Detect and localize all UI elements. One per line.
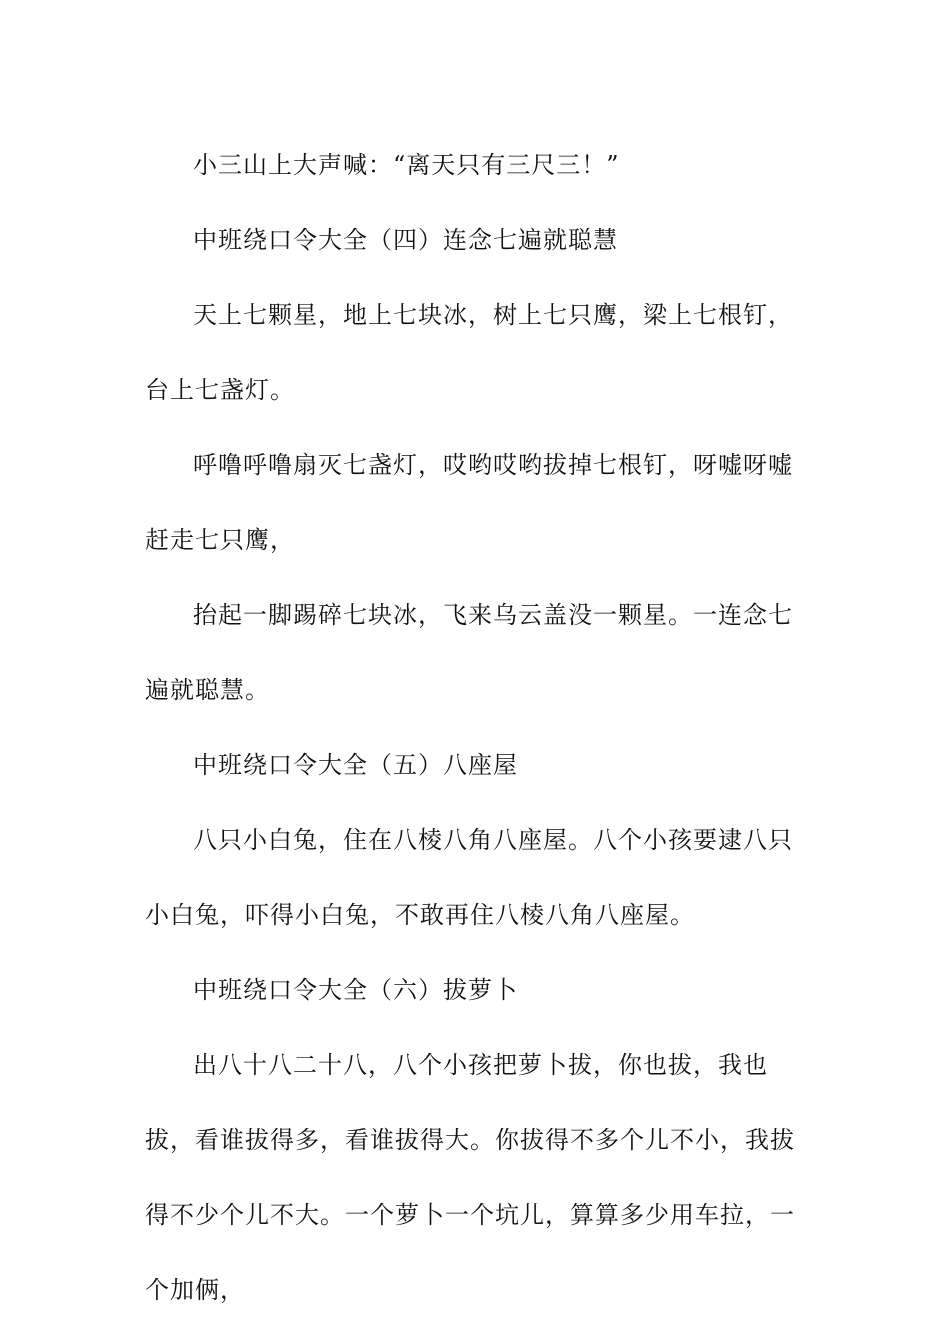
paragraph-seven-lamps: 呼噜呼噜扇灭七盏灯，哎哟哎哟拔掉七根钉，呀嘘呀嘘赶走七只鹰， [145,451,793,554]
paragraph-seven-stars: 天上七颗星，地上七块冰，树上七只鹰，梁上七根钉，台上七盏灯。 [145,301,793,404]
paragraph-pull-radish: 出八十八二十八，八个小孩把萝卜拔，你也拔，我也拔，看谁拔得多，看谁拔得大。你拔得不多个儿不小，我拔得不少个儿不大。一个萝卜一个坑儿，算算多少用车拉，一个加俩， [145,1051,795,1304]
heading-section-four: 中班绕口令大全（四）连念七遍就聪慧 [193,226,618,254]
paragraph-tongue-twister-ending: 小三山上大声喊：“离天只有三尺三！” [193,151,620,179]
document-body [145,128,811,1328]
paragraph-eight-houses: 八只小白兔，住在八棱八角八座屋。八个小孩要逮八只小白兔，吓得小白兔，不敢再住八棱八角八座屋。 [145,826,793,929]
heading-section-six: 中班绕口令大全（六）拔萝卜 [193,976,518,1004]
heading-section-five: 中班绕口令大全（五）八座屋 [193,751,518,779]
paragraph-seven-ice: 抬起一脚踢碎七块冰，飞来乌云盖没一颗星。一连念七遍就聪慧。 [145,601,793,704]
